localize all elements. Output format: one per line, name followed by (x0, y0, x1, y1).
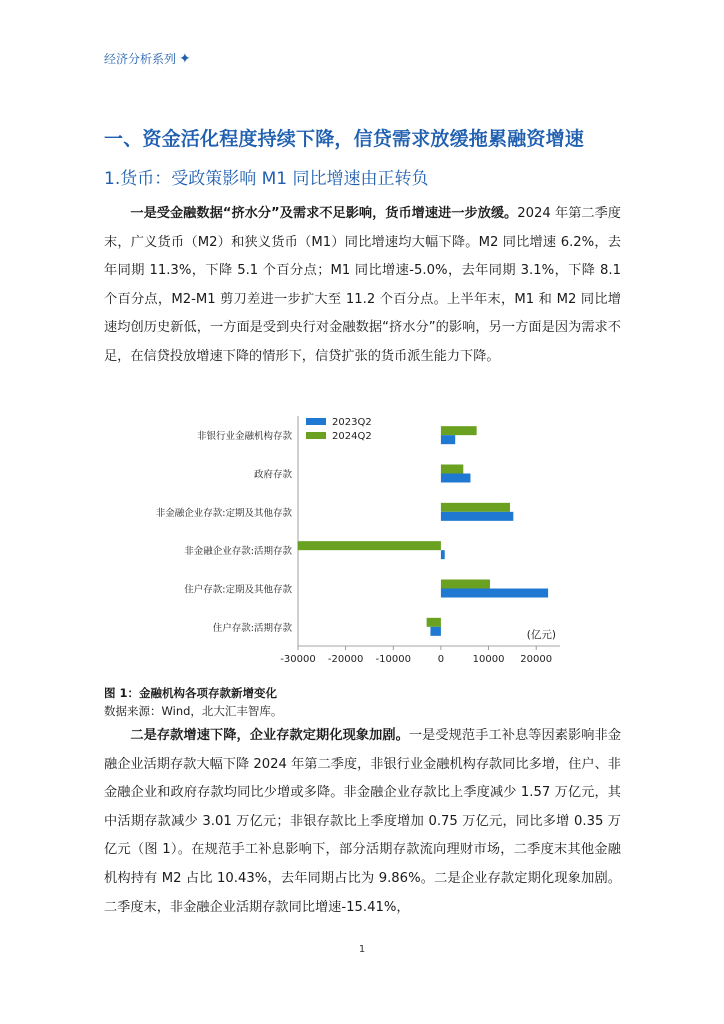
x-tick-label: 20000 (520, 654, 553, 665)
subsection-title: 1.货币：受政策影响 M1 同比增速由正转负 (104, 169, 429, 189)
page-number: 1 (358, 944, 366, 955)
category-label: 非金融企业存款:活期存款 (184, 546, 292, 558)
category-label: 政府存款 (253, 469, 292, 481)
bar-2023q2 (430, 627, 440, 636)
bar-2024q2 (298, 541, 441, 550)
figure-source: 数据来源：Wind，北大汇丰智库。 (104, 704, 283, 718)
category-label: 住户存款:活期存款 (212, 622, 292, 634)
unit-label: (亿元) (526, 629, 556, 641)
bar-2023q2 (441, 474, 471, 483)
bar-2024q2 (441, 580, 490, 589)
section-title: 一、资金活化程度持续下降，信贷需求放缓拖累融资增速 (104, 128, 585, 150)
x-tick-label: -20000 (327, 654, 364, 665)
paragraph-1-body: 2024 年第二季度末，广义货币（M2）和狭义货币（M1）同比增速均大幅下降。M2 同比增速 6.2%，去年同期 11.3%，下降 5.1 个百分点；M1 同比增速-5.0%，去年同期 3.1%，下降 8.1 个百分点，M2-M1 剪刀差进一步扩大至 11.2 个百分点。上半年末，M1 和 M2 同比增速均创历史新低，一方面是受到央行对金融数据“挤水分”的影响，另一方面是因为需求不足，在信贷投放增速下降的情形下，信贷扩张的货币派生能力下降。 (104, 206, 621, 364)
bar-2024q2 (441, 465, 463, 474)
paragraph-2-body: 一是受规范手工补息等因素影响非金融企业活期存款大幅下降 2024 年第二季度，非银行业金融机构存款同比多增，住户、非金融企业和政府存款均同比少增或多降。非金融企业存款比上季度减少 1.57 万亿元，其中活期存款减少 3.01 万亿元；非银存款比上季度增加 0.75 万亿元，同比多增 0.35 万亿元（图 1）。在规范手工补息影响下，部分活期存款流向理财市场，二季度末其他金融机构持有 M2 占比 10.43%，去年同期占比为 9.86%。二是企业存款定期化现象加剧。二季度末，非金融企业活期存款同比增速-15.41%， (104, 728, 622, 915)
x-tick-label: 10000 (472, 654, 505, 665)
figure-caption: 图 1：金融机构各项存款新增变化 (104, 686, 278, 700)
bar-2023q2 (441, 589, 548, 598)
legend-label: 2024Q2 (332, 431, 372, 442)
x-tick-label: 0 (437, 654, 445, 665)
paragraph-1 (104, 200, 621, 372)
bar-2024q2 (427, 618, 441, 627)
x-tick-label: -10000 (375, 654, 411, 665)
paragraph-2 (104, 722, 621, 922)
category-label: 非金融企业存款:定期及其他存款 (155, 507, 292, 519)
bar-2024q2 (441, 426, 477, 435)
bar-2023q2 (441, 550, 445, 559)
sparkle-icon: ✦ (179, 50, 191, 67)
paragraph-2-lead: 二是存款增速下降，企业存款定期化现象加剧。 (130, 728, 409, 743)
bar-2023q2 (441, 435, 455, 444)
legend-swatch (306, 418, 326, 425)
bar-2024q2 (441, 503, 510, 512)
deposit-change-chart (120, 408, 580, 676)
bar-2023q2 (441, 512, 513, 521)
x-tick-label: -30000 (280, 654, 316, 665)
series-header (104, 50, 191, 67)
legend-swatch (306, 432, 326, 439)
paragraph-1-lead: 一是受金融数据“挤水分”及需求不足影响，货币增速进一步放缓。 (130, 206, 518, 221)
category-label: 住户存款:定期及其他存款 (184, 584, 292, 596)
series-label: 经济分析系列 (104, 52, 177, 66)
legend-label: 2023Q2 (332, 417, 372, 428)
category-label: 非银行业金融机构存款 (196, 431, 292, 443)
